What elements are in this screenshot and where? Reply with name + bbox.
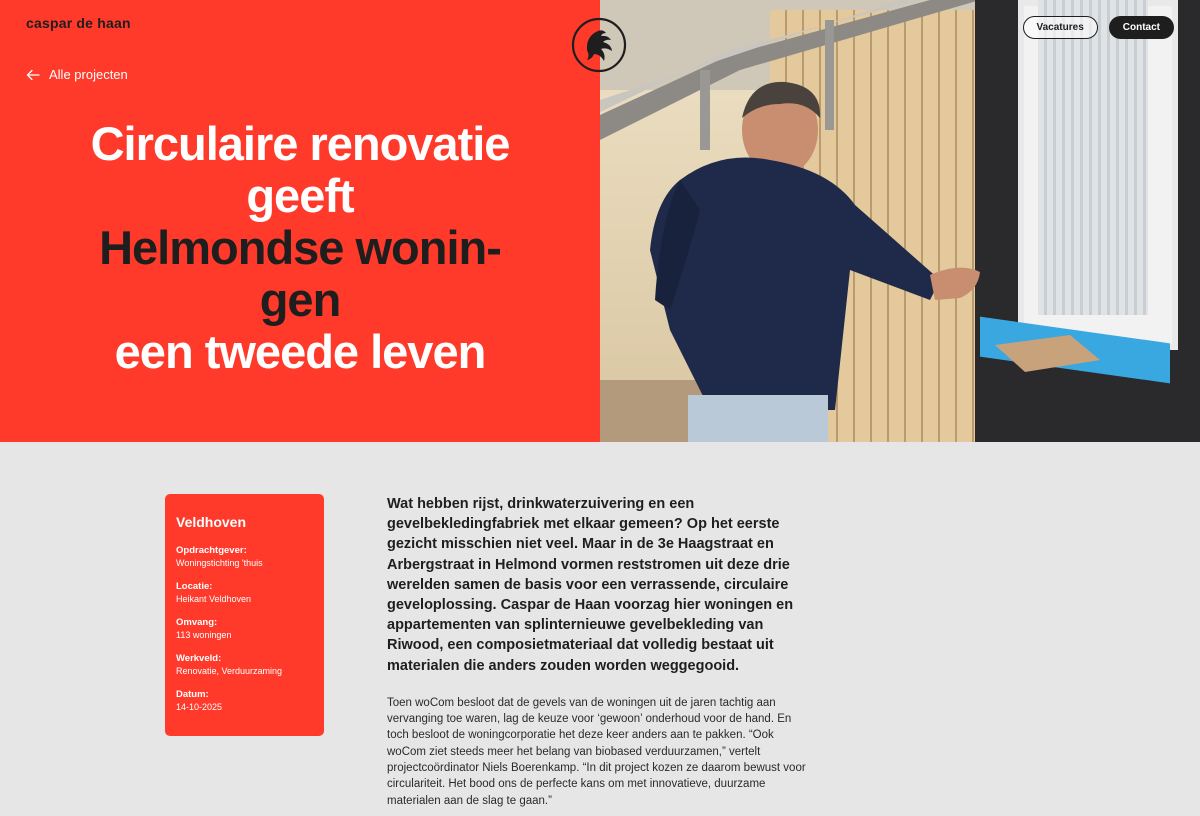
contact-button[interactable]: Contact [1109, 16, 1174, 39]
card-field-scope [176, 616, 313, 642]
field-value: 113 woningen [176, 630, 232, 640]
project-card-title: Veldhoven [176, 514, 247, 530]
vacatures-button[interactable]: Vacatures [1023, 16, 1098, 39]
card-field-domain [176, 652, 313, 678]
back-to-projects-link[interactable] [26, 67, 128, 82]
article-intro: Wat hebben rijst, drinkwaterzuivering en een gevelbekledingfabriek met elkaar gemeen? Op het eerste gezicht misschien niet veel. Maar in de 3e Haagstraat en Arbergstraat in Helmond vormen reststromen uit deze drie werelden samen de basis voor een verrassende, circulaire geveloplossing. Caspar de Haan voorzag hier woningen en appartementen van splinternieuwe gevelbekleding van Riwood, een composietmateriaal dat volledig bestaat uit materialen die anders zouden worden weggegooid. [387, 496, 794, 674]
field-label: Omvang: [176, 617, 218, 628]
card-field-date [176, 688, 313, 714]
headline-line-3: Helmondse wonin- [99, 221, 501, 274]
field-value: 14-10-2025 [176, 702, 223, 712]
article-paragraph: Toen woCom besloot dat de gevels van de woningen uit de jaren tachtig aan vervanging toe waren, lag de keuze voor ‘gewoon’ onderhoud voor de hand. En toch besloot de woningcorporatie het deze keer anders aan te pakken. “Ook woCom ziet steeds meer het belang van biobased verduurzamen,” vertelt projectcoördinator Niels Boerenkamp. “In dit project kozen ze daarom bewust voor circulariteit. Het bood ons de perfecte kans om met innovatieve, duurzame materialen aan de slag te gaan.” [387, 696, 806, 807]
article-content [387, 494, 812, 809]
field-label: Datum: [176, 689, 209, 700]
headline-line-4: gen [259, 273, 341, 326]
rooster-logo-icon[interactable] [570, 16, 628, 74]
field-label: Werkveld: [176, 653, 222, 664]
field-value: Renovatie, Verduurzaming [176, 666, 283, 676]
top-nav [1023, 16, 1175, 39]
page-title [0, 118, 600, 378]
brand-name[interactable]: caspar de haan [26, 15, 131, 31]
headline-line-5: een tweede leven [114, 325, 486, 378]
project-info-card [165, 494, 324, 736]
card-field-location [176, 580, 313, 606]
headline-line-1: Circulaire renovatie [90, 117, 510, 170]
field-value: Heikant Veldhoven [176, 594, 252, 604]
headline-line-2: geeft [246, 169, 354, 222]
field-value: Woningstichting 'thuis [176, 558, 263, 568]
arrow-left-icon [26, 69, 40, 81]
field-label: Locatie: [176, 581, 213, 592]
hero-photo [600, 0, 1200, 442]
back-link-label: Alle projecten [49, 67, 128, 82]
hero-text-panel [0, 0, 600, 442]
card-field-client [176, 544, 313, 570]
field-label: Opdrachtgever: [176, 545, 247, 556]
